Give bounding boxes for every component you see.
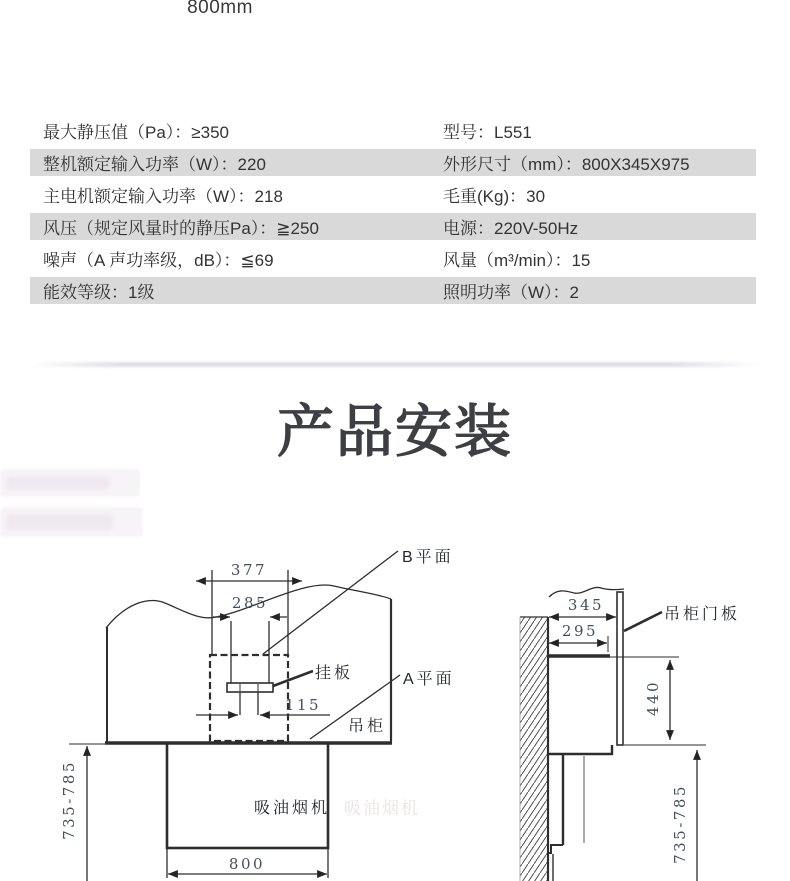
range-hood-ghost-label: 吸油烟机 [344, 799, 420, 818]
section-divider [30, 362, 760, 367]
dim-377: 377 [230, 561, 268, 579]
range-hood-box [167, 743, 331, 848]
dim-735-785-left: 735-785 [60, 760, 78, 840]
wall-hatch [520, 617, 548, 881]
spec-model: 型号：L551 [443, 123, 532, 142]
dim-295: 295 [561, 622, 599, 640]
installation-diagram [0, 540, 790, 881]
section-title: 产品安装 [277, 400, 513, 464]
spec-row [30, 277, 756, 304]
spec-air-volume: 风量（m³/min）：15 [443, 251, 591, 270]
spec-motor-input-power: 主电机额定输入功率（W）：218 [43, 187, 283, 206]
hanging-plate [227, 683, 273, 692]
top-dimension-label: 800mm [187, 0, 253, 18]
hanging-plate-leader [273, 671, 313, 686]
a-plane-label: A平面 [403, 671, 455, 688]
spec-row [30, 240, 756, 277]
watermark-ghost [0, 469, 140, 497]
spec-row [30, 149, 756, 176]
mounting-area-dashed [210, 655, 288, 741]
hood-bottom-step [548, 845, 563, 853]
spec-row [30, 213, 756, 240]
hood-profile-top [548, 745, 612, 754]
spec-dimensions: 外形尺寸（mm）：800X345X975 [443, 155, 690, 174]
dim-800: 800 [228, 855, 266, 873]
spec-wind-pressure: 风压（规定风量时的静压Pa）：≧250 [43, 219, 319, 238]
dim-115: 115 [284, 696, 322, 714]
spec-gross-weight: 毛重(Kg)：30 [443, 187, 546, 206]
hanging-plate-label: 挂板 [315, 665, 354, 682]
spec-table [30, 112, 756, 304]
spec-row [30, 112, 756, 149]
spec-lighting-power: 照明功率（W）：2 [443, 283, 579, 302]
spec-rated-input-power: 整机额定输入功率（W）：220 [43, 155, 266, 174]
dim-735-785-right: 735-785 [671, 784, 689, 864]
range-hood-label: 吸油烟机 [253, 800, 331, 817]
cabinet-door-label: 吊柜门板 [664, 606, 741, 623]
spec-row [30, 176, 756, 213]
spec-noise: 噪声（A 声功率级，dB）：≦69 [43, 251, 274, 270]
watermark-ghost [0, 507, 143, 537]
spec-max-static-pressure: 最大静压值（Pa）：≥350 [43, 123, 229, 142]
spec-power-supply: 电源：220V-50Hz [443, 219, 579, 238]
cabinet-door-leader [624, 612, 662, 631]
cabinet-door-panel [617, 592, 623, 745]
cabinet-label: 吊柜 [348, 718, 387, 735]
dim-345: 345 [567, 596, 605, 614]
spec-energy-rating: 能效等级：1级 [43, 283, 155, 302]
dim-440: 440 [644, 679, 662, 717]
b-plane-label: B平面 [402, 549, 454, 566]
b-plane-leader [263, 551, 398, 654]
dim-285: 285 [231, 594, 269, 612]
